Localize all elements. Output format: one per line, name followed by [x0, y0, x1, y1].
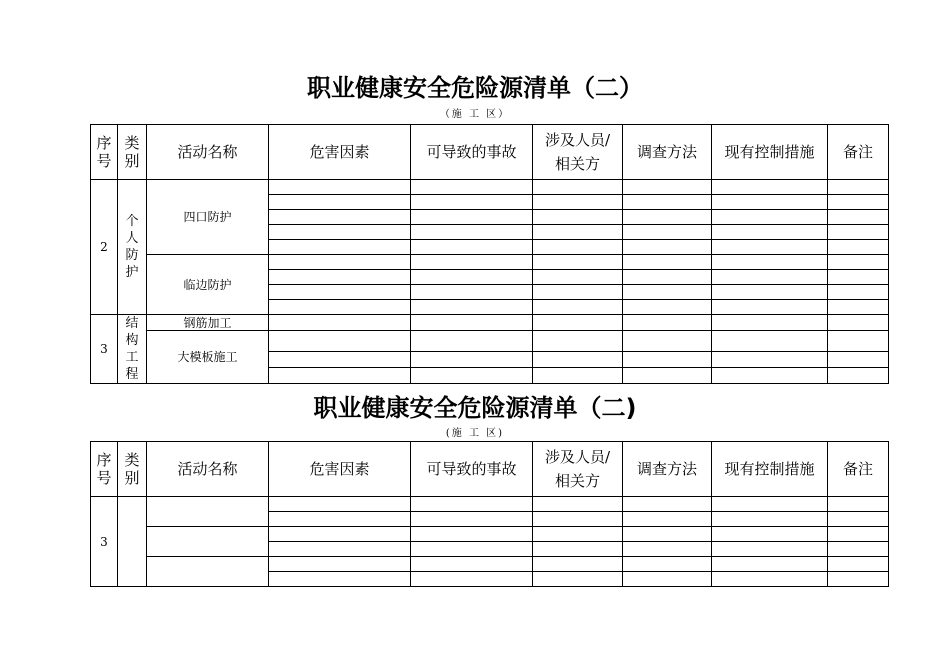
- header-accident: 可导致的事故: [411, 442, 533, 497]
- header-category: 类 别: [118, 125, 147, 180]
- header-method: 调查方法: [623, 442, 712, 497]
- header-control: 现有控制措施: [712, 442, 828, 497]
- header-people: 涉及人员/ 相关方: [533, 442, 623, 497]
- header-remark: 备注: [828, 125, 889, 180]
- activity-name: [147, 557, 269, 587]
- header-seq: 序 号: [91, 125, 118, 180]
- table-row: [91, 497, 889, 512]
- header-hazard: 危害因素: [269, 442, 411, 497]
- hazard-table-2: [90, 441, 889, 587]
- activity-name: 临边防护: [147, 255, 269, 315]
- group-category: 个 人 防 护: [118, 180, 147, 315]
- group-seq: 3: [91, 315, 118, 384]
- table2-header-row: [91, 442, 889, 497]
- header-method: 调查方法: [623, 125, 712, 180]
- group-seq: 3: [91, 497, 118, 587]
- table1-header-row: [91, 125, 889, 180]
- header-seq: 序 号: [91, 442, 118, 497]
- table2-subtitle: (施 工 区): [445, 428, 505, 439]
- header-remark: 备注: [828, 442, 889, 497]
- table1-subtitle: （施 工 区）: [439, 109, 511, 120]
- activity-name: 钢筋加工: [147, 315, 269, 331]
- header-activity: 活动名称: [147, 125, 269, 180]
- table-row: [91, 180, 889, 195]
- group-category: 结 构 工 程: [118, 315, 147, 384]
- activity-name: 大模板施工: [147, 331, 269, 384]
- table1-title: 职业健康安全危险源清单（二）: [307, 74, 643, 102]
- group-seq: 2: [91, 180, 118, 315]
- header-hazard: 危害因素: [269, 125, 411, 180]
- header-accident: 可导致的事故: [411, 125, 533, 180]
- activity-name: 四口防护: [147, 180, 269, 255]
- table-row: [91, 331, 889, 352]
- table-row: [91, 527, 889, 542]
- header-activity: 活动名称: [147, 442, 269, 497]
- group-category: [118, 497, 147, 587]
- header-control: 现有控制措施: [712, 125, 828, 180]
- table2-title: 职业健康安全危险源清单（二): [313, 394, 637, 422]
- table-row: [91, 315, 889, 331]
- table-row: [91, 557, 889, 572]
- header-people: 涉及人员/ 相关方: [533, 125, 623, 180]
- table-row: [91, 255, 889, 270]
- activity-name: [147, 497, 269, 527]
- activity-name: [147, 527, 269, 557]
- hazard-table-1: [90, 124, 889, 384]
- header-category: 类 别: [118, 442, 147, 497]
